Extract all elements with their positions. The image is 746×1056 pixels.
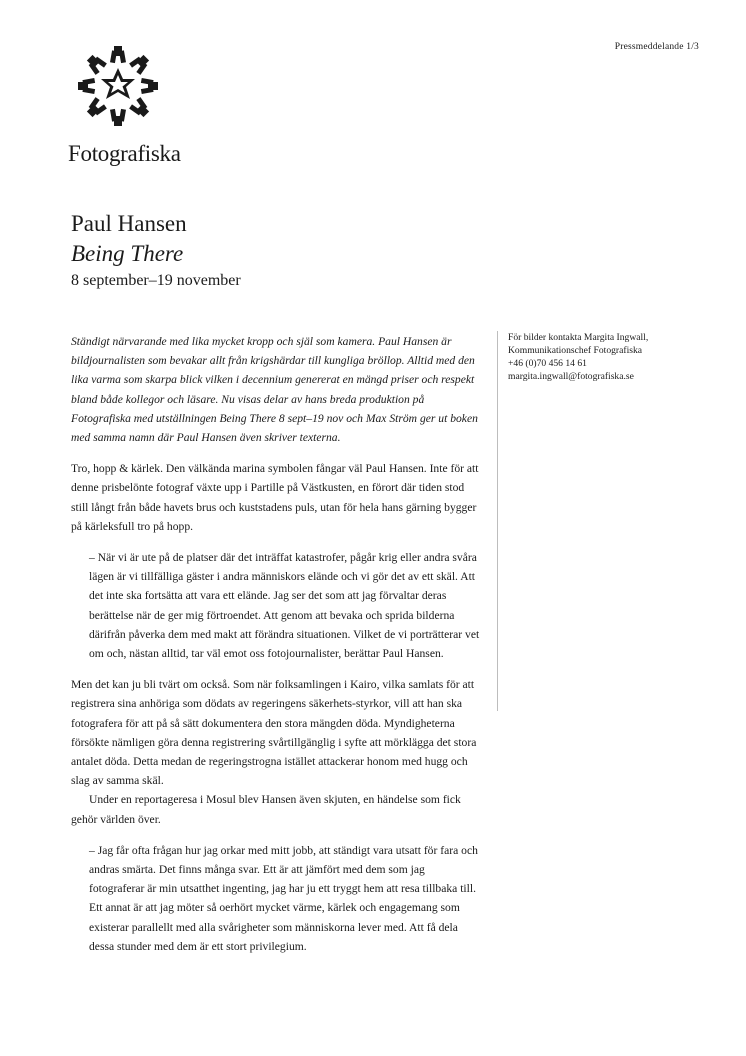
exhibition-title: Being There (71, 241, 184, 266)
quote-paragraph: – När vi är ute på de platser där det inträffat katastrofer, pågår krig eller andra svåra lägen är vi tillfälliga gäster i andra människors elände och vi gör det av ett skäl. Att det inte ska fortsätta att vara ett elände. Jag ser det som att jag förvaltar deras berättelse när de ger mig förtroendet. Att genom att bevaka och sprida bilderna därifrån påverka dem med makt att förändra situationen. Vilket de vi porträtterar vet om och, nästan alltid, tar väl emot oss fotojournalister, berättar Paul Hansen. (89, 551, 480, 661)
body-paragraph: Under en reportageresa i Mosul blev Hansen även skjuten, en händelse som fick gehör världen över. (71, 793, 461, 826)
contact-sidebar (497, 331, 708, 711)
main-text (71, 332, 481, 968)
contact-email[interactable]: margita.ingwall@fotografiska.se (508, 371, 634, 382)
contact-title: Kommunikationschef Fotografiska (508, 345, 643, 356)
title-block (71, 209, 241, 292)
body-paragraph: Men det kan ju bli tvärt om också. Som när folksamlingen i Kairo, vilka samlats för att registrera sina anhöriga som dödats av regeringens säkerhets-styrkor, vill att han ska fotografera för att på så sätt dokumentera den stora mängden döda. Myndigheterna försökte nämligen göra denna registrering svårtillgänglig i syfte att mörklägga det stora antalet döda. Detta medan de regeringstrogna istället attackerar honom med hugg och slag av samma skäl. (71, 678, 477, 788)
exhibition-dates: 8 september–19 november (71, 272, 241, 289)
page-label: Pressmeddelande 1/3 (614, 42, 699, 52)
body-paragraph: Tro, hopp & kärlek. Den välkända marina symbolen fångar väl Paul Hansen. Inte för att denne prisbelönte fotograf växte upp i Partille på Västkusten, en förort där tiden stod still långt från både havets brus och kuststadens puls, utan för hela hans gärning bygger på kärleksfull tro på hopp. (71, 462, 479, 533)
lead-paragraph: Ständigt närvarande med lika mycket kropp och själ som kamera. Paul Hansen är bildjournalisten som bevakar allt från krigshärdar till kungliga bröllop. Alltid med den lika varma som skarpa blick vilken i decennium genererat en mängd priser och respekt bland både kollegor och läsare. Nu visas delar av hans breda produktion på Fotografiska med utställningen Being There 8 sept–19 nov och Max Ström ger ut boken med samma namn där Paul Hansen även skriver texterna. (71, 335, 478, 445)
contact-line: För bilder kontakta Margita Ingwall, (508, 332, 649, 343)
artist-name: Paul Hansen (71, 211, 187, 236)
fotografiska-star-logo-icon (78, 44, 158, 138)
quote-paragraph: – Jag får ofta frågan hur jag orkar med mitt jobb, att ständigt vara utsatt för fara och andras smärta. Det finns många svar. Ett är att jämfört med dem som jag fotograferar är min utsatthet ingenting, jag har ju ett tryggt hem att resa tillbaka till. Ett annat är att jag möter så oerhört mycket värme, kärlek och engagemang som existerar parallellt med alla svårigheter som människorna lever med. Att få dela dessa stunder med dem är ett stort privilegium. (89, 843, 478, 953)
contact-phone: +46 (0)70 456 14 61 (508, 358, 587, 369)
logo-wordmark: Fotografiska (68, 141, 181, 166)
